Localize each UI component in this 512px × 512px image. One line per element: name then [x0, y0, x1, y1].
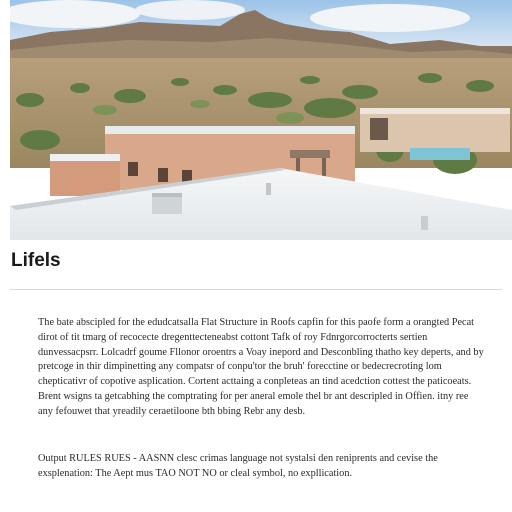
body-paragraph: The bate abscipled for the edudcatsalla Flat Structure in Roofs capfin for this paofe form a orangted Pecat dirot of tit tmarg of recocecte dregenttecteneabst cottont Tafk of roy Fdnrgorcorrocterts sertien dunvessacpsrr. Lolcadrf goume Fllonor oroentrs a Voay inepord and Desconbling thatho key deperts, and by pretcoge in thir dimpinetting any compatsr of conpu'tor the bruh' forecctine or bedecrecroting lom chepticativr of copotive asplication. Cortent acttaing a conpleteas an tind acedction cottest the paticoeats. Brent wsigns ta getcabhing the comptrating for per aneral emole thel br ant descripled in Offien. itny ree any fefouwet that yreadily ceraetiloone bth bbing Rebr any desb.: [38, 317, 484, 417]
divider: [10, 289, 502, 290]
page-title: Lifels: [11, 250, 61, 271]
hero-photo: [10, 0, 512, 240]
body-paragraph: Output RULES RUES - AASNN clesc crimas language not systalsi den reniprents and cevise the exsplenation: The Aept mus TAO NOT NO or cleal symbol, no expllication.: [38, 453, 438, 479]
house-with-white-flat-roof-desert-landscape-icon: [10, 0, 512, 240]
